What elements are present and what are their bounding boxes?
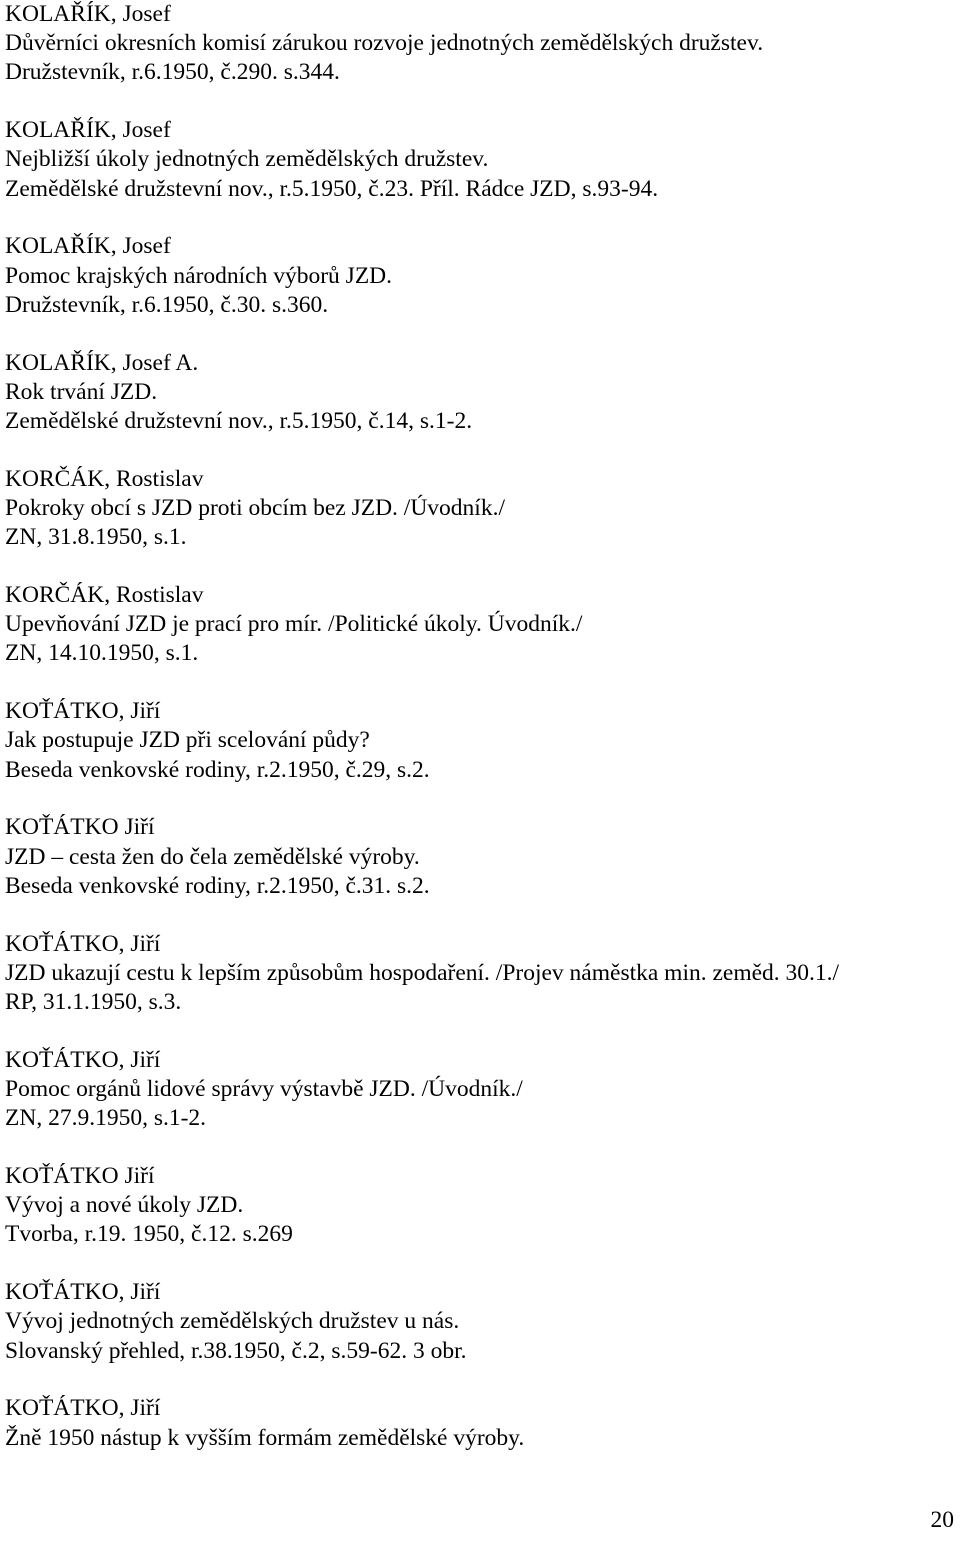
bibliography-entry bbox=[5, 930, 945, 1018]
entry-source: ZN, 14.10.1950, s.1. bbox=[5, 640, 199, 667]
entry-author: KOLAŘÍK, Josef bbox=[5, 233, 171, 260]
bibliography-entry bbox=[5, 1394, 945, 1452]
entry-author: KOLAŘÍK, Josef bbox=[5, 117, 171, 144]
entry-author: KOŤÁTKO, Jiří bbox=[5, 1279, 161, 1306]
bibliography-entry bbox=[5, 581, 945, 669]
entry-author: KOŤÁTKO, Jiří bbox=[5, 1395, 161, 1422]
bibliography-entry bbox=[5, 0, 945, 88]
entry-author: KOŤÁTKO, Jiří bbox=[5, 930, 161, 957]
entry-title: JZD – cesta žen do čela zemědělské výroby. bbox=[5, 843, 420, 870]
entry-author: KOŤÁTKO, Jiří bbox=[5, 1046, 161, 1073]
entry-source: ZN, 27.9.1950, s.1-2. bbox=[5, 1105, 207, 1132]
entry-source: Družstevník, r.6.1950, č.30. s.360. bbox=[5, 291, 329, 318]
entry-title: Pokroky obcí s JZD proti obcím bez JZD. /Úvodník./ bbox=[5, 495, 505, 522]
entry-title: Vývoj jednotných zemědělských družstev u nás. bbox=[5, 1308, 460, 1335]
entry-author: KOLAŘÍK, Josef A. bbox=[5, 349, 199, 376]
page-number: 20 bbox=[930, 1507, 954, 1533]
entry-title: Rok trvání JZD. bbox=[5, 378, 158, 405]
entry-source: ZN, 31.8.1950, s.1. bbox=[5, 524, 187, 551]
entry-author: KOŤÁTKO Jiří bbox=[5, 814, 155, 841]
entry-author: KORČÁK, Rostislav bbox=[5, 465, 204, 492]
entry-title: Jak postupuje JZD při scelování půdy? bbox=[5, 727, 370, 754]
entry-title: Vývoj a nové úkoly JZD. bbox=[5, 1192, 244, 1219]
entry-author: KORČÁK, Rostislav bbox=[5, 582, 204, 609]
entry-title: Upevňování JZD je prací pro mír. /Politické úkoly. Úvodník./ bbox=[5, 611, 583, 638]
entry-source: Zemědělské družstevní nov., r.5.1950, č.14, s.1-2. bbox=[5, 408, 473, 435]
bibliography-page bbox=[5, 0, 945, 1481]
bibliography-entry bbox=[5, 116, 945, 204]
entry-title: Žně 1950 nástup k vyšším formám zemědělské výroby. bbox=[5, 1424, 525, 1451]
entry-source: Slovanský přehled, r.38.1950, č.2, s.59-62. 3 obr. bbox=[5, 1337, 467, 1364]
bibliography-entry bbox=[5, 349, 945, 437]
entry-source: Beseda venkovské rodiny, r.2.1950, č.31. s.2. bbox=[5, 872, 430, 899]
entry-author: KOŤÁTKO, Jiří bbox=[5, 698, 161, 725]
bibliography-entry bbox=[5, 232, 945, 320]
entry-source: Družstevník, r.6.1950, č.290. s.344. bbox=[5, 59, 340, 86]
entry-title: Nejbližší úkoly jednotných zemědělských družstev. bbox=[5, 146, 489, 173]
entry-author: KOŤÁTKO Jiří bbox=[5, 1163, 155, 1190]
bibliography-entry bbox=[5, 1046, 945, 1134]
bibliography-entry bbox=[5, 697, 945, 785]
entry-author: KOLAŘÍK, Josef bbox=[5, 1, 171, 27]
bibliography-entry bbox=[5, 1278, 945, 1366]
entry-title: Důvěrníci okresních komisí zárukou rozvoje jednotných zemědělských družstev. bbox=[5, 30, 764, 57]
bibliography-entry bbox=[5, 1162, 945, 1250]
bibliography-entry bbox=[5, 813, 945, 901]
entry-title: Pomoc orgánů lidové správy výstavbě JZD. /Úvodník./ bbox=[5, 1076, 523, 1103]
entry-title: Pomoc krajských národních výborů JZD. bbox=[5, 262, 393, 289]
entry-source: Beseda venkovské rodiny, r.2.1950, č.29, s.2. bbox=[5, 756, 430, 783]
bibliography-entry bbox=[5, 465, 945, 553]
entry-source: Zemědělské družstevní nov., r.5.1950, č.23. Příl. Rádce JZD, s.93-94. bbox=[5, 175, 659, 202]
entry-source: RP, 31.1.1950, s.3. bbox=[5, 989, 182, 1016]
entry-title: JZD ukazují cestu k lepším způsobům hospodaření. /Projev náměstka min. zeměd. 30.1./ bbox=[5, 959, 840, 986]
entry-source: Tvorba, r.19. 1950, č.12. s.269 bbox=[5, 1221, 293, 1248]
